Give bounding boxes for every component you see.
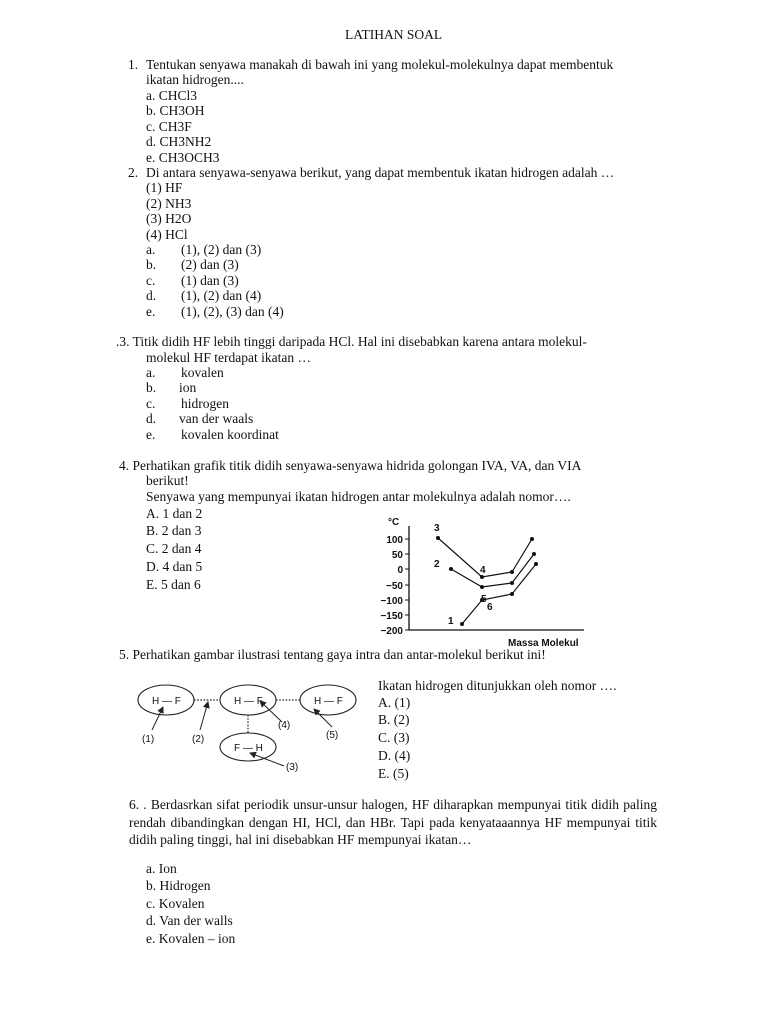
y-tick-50: 50	[391, 550, 403, 561]
q2-item-3: (3) H2O	[146, 211, 192, 226]
series-iva-line	[462, 564, 536, 624]
q2-item-2: (2) NH3	[146, 196, 192, 211]
q5-stem: 5. Perhatikan gambar ilustrasi tentang gaya intra dan antar-molekul berikut ini!	[119, 647, 546, 662]
point-label-2: 2	[434, 559, 440, 570]
point-label-4: 4	[480, 565, 486, 576]
q3-stem-line1: .3. Titik didih HF lebih tinggi daripada HCl. Hal ini disebabkan karena antara molekul-	[116, 334, 587, 349]
q1-option-e: e. CH3OCH3	[146, 150, 220, 165]
q1-stem-line2: ikatan hidrogen....	[146, 72, 244, 87]
hf-center: H — F	[234, 696, 263, 707]
q2-option-d-text: (1), (2) dan (4)	[181, 288, 262, 303]
y-tick-minus-50: −50	[386, 581, 403, 592]
q5-option-e: E. (5)	[378, 766, 409, 781]
q2-stem: Di antara senyawa-senyawa berikut, yang dapat membentuk ikatan hidrogen adalah …	[146, 165, 615, 180]
y-tick-100: 100	[386, 535, 403, 546]
q6-option-b: b. Hidrogen	[146, 878, 211, 893]
q3-option-b-text: ion	[179, 380, 197, 395]
q2-number: 2.	[128, 165, 139, 180]
q2-option-b-letter: b.	[146, 257, 157, 272]
pointer-1	[152, 707, 163, 730]
q2-item-1: (1) HF	[146, 180, 183, 195]
diagram-label-2: (2)	[192, 734, 205, 745]
pointer-2	[200, 702, 208, 730]
q6-option-c: c. Kovalen	[146, 896, 205, 911]
point-label-1: 1	[448, 616, 454, 627]
q2-option-b-text: (2) dan (3)	[181, 257, 239, 272]
q1-option-c: c. CH3F	[146, 119, 192, 134]
q4-option-c: C. 2 dan 4	[146, 541, 202, 556]
q2-option-c-text: (1) dan (3)	[181, 273, 239, 288]
q1-stem-line1: Tentukan senyawa manakah di bawah ini yang molekul-molekulnya dapat membentuk	[146, 57, 614, 72]
q4-option-e: E. 5 dan 6	[146, 577, 201, 592]
y-tick-minus-100: −100	[380, 596, 403, 607]
pointer-5	[314, 709, 332, 727]
q2-option-a-letter: a.	[146, 242, 156, 257]
q3-option-c-letter: c.	[146, 396, 156, 411]
q3-stem-line2: molekul HF terdapat ikatan …	[146, 350, 311, 365]
y-tick-0: 0	[397, 565, 403, 576]
point-label-6: 6	[487, 602, 493, 613]
q6-text: 6. . Berdasrkan sifat periodik unsur-unsur halogen, HF diharapkan mempunyai titik didih paling rendah dibandingkan dengan HI, HCl, dan HBr. Tapi pada kenyataaannya HF mempunyai titik didih paling tinggi, hal ini disebabkan HF mempunyai ikatan…	[129, 797, 657, 848]
diagram-label-5: (5)	[326, 730, 339, 741]
q4-stem-line1: 4. Perhatikan grafik titik didih senyawa-senyawa hidrida golongan IVA, VA, dan VIA	[119, 458, 582, 473]
page-title: LATIHAN SOAL	[345, 27, 443, 42]
q3-option-b-letter: b.	[146, 380, 157, 395]
q4-option-b: B. 2 dan 3	[146, 523, 202, 538]
hf-left: H — F	[152, 696, 181, 707]
point-label-5: 5	[481, 594, 487, 605]
point-label-3: 3	[434, 523, 440, 534]
q4-stem-line2: berikut!	[146, 473, 189, 488]
q3-option-e-letter: e.	[146, 427, 156, 442]
q3-option-c-text: hidrogen	[181, 396, 229, 411]
q2-option-e-letter: e.	[146, 304, 156, 319]
q5-option-d: D. (4)	[378, 748, 411, 763]
boiling-point-graph	[372, 512, 592, 650]
q4-option-d: D. 4 dan 5	[146, 559, 203, 574]
q3-option-e-text: kovalen koordinat	[181, 427, 279, 442]
graph-lines	[372, 512, 592, 650]
hf-right: H — F	[314, 696, 343, 707]
q4-stem-line3: Senyawa yang mempunyai ikatan hidrogen antar molekulnya adalah nomor….	[146, 489, 571, 504]
q5-question: Ikatan hidrogen ditunjukkan oleh nomor ….	[378, 678, 617, 693]
x-axis-label: Massa Molekul	[508, 638, 579, 649]
q1-number: 1.	[128, 57, 139, 72]
q5-option-b: B. (2)	[378, 712, 410, 727]
q6-option-e: e. Kovalen – ion	[146, 931, 236, 946]
q3-option-d-letter: d.	[146, 411, 157, 426]
q1-option-a: a. CHCl3	[146, 88, 198, 103]
diagram-label-3: (3)	[286, 762, 299, 773]
q5-option-a: A. (1)	[378, 695, 411, 710]
diagram-label-4: (4)	[278, 720, 291, 731]
q5-option-c: C. (3)	[378, 730, 410, 745]
y-axis-unit: °C	[388, 517, 400, 528]
q2-option-e-text: (1), (2), (3) dan (4)	[181, 304, 284, 319]
q6-option-d: d. Van der walls	[146, 913, 233, 928]
y-tick-minus-150: −150	[380, 611, 403, 622]
q6-option-a: a. Ion	[146, 861, 177, 876]
fh-bottom: F — H	[234, 743, 263, 754]
q1-option-b: b. CH3OH	[146, 103, 205, 118]
hydrogen-bond-diagram	[136, 680, 362, 776]
q3-option-a-letter: a.	[146, 365, 156, 380]
q2-option-a-text: (1), (2) dan (3)	[181, 242, 262, 257]
diagram-label-1: (1)	[142, 734, 155, 745]
y-tick-minus-200: −200	[380, 626, 403, 637]
q3-option-a-text: kovalen	[181, 365, 224, 380]
q3-option-d-text: van der waals	[179, 411, 254, 426]
q4-option-a: A. 1 dan 2	[146, 506, 203, 521]
q1-option-d: d. CH3NH2	[146, 134, 212, 149]
q2-item-4: (4) HCl	[146, 227, 188, 242]
q2-option-d-letter: d.	[146, 288, 157, 303]
q2-option-c-letter: c.	[146, 273, 156, 288]
